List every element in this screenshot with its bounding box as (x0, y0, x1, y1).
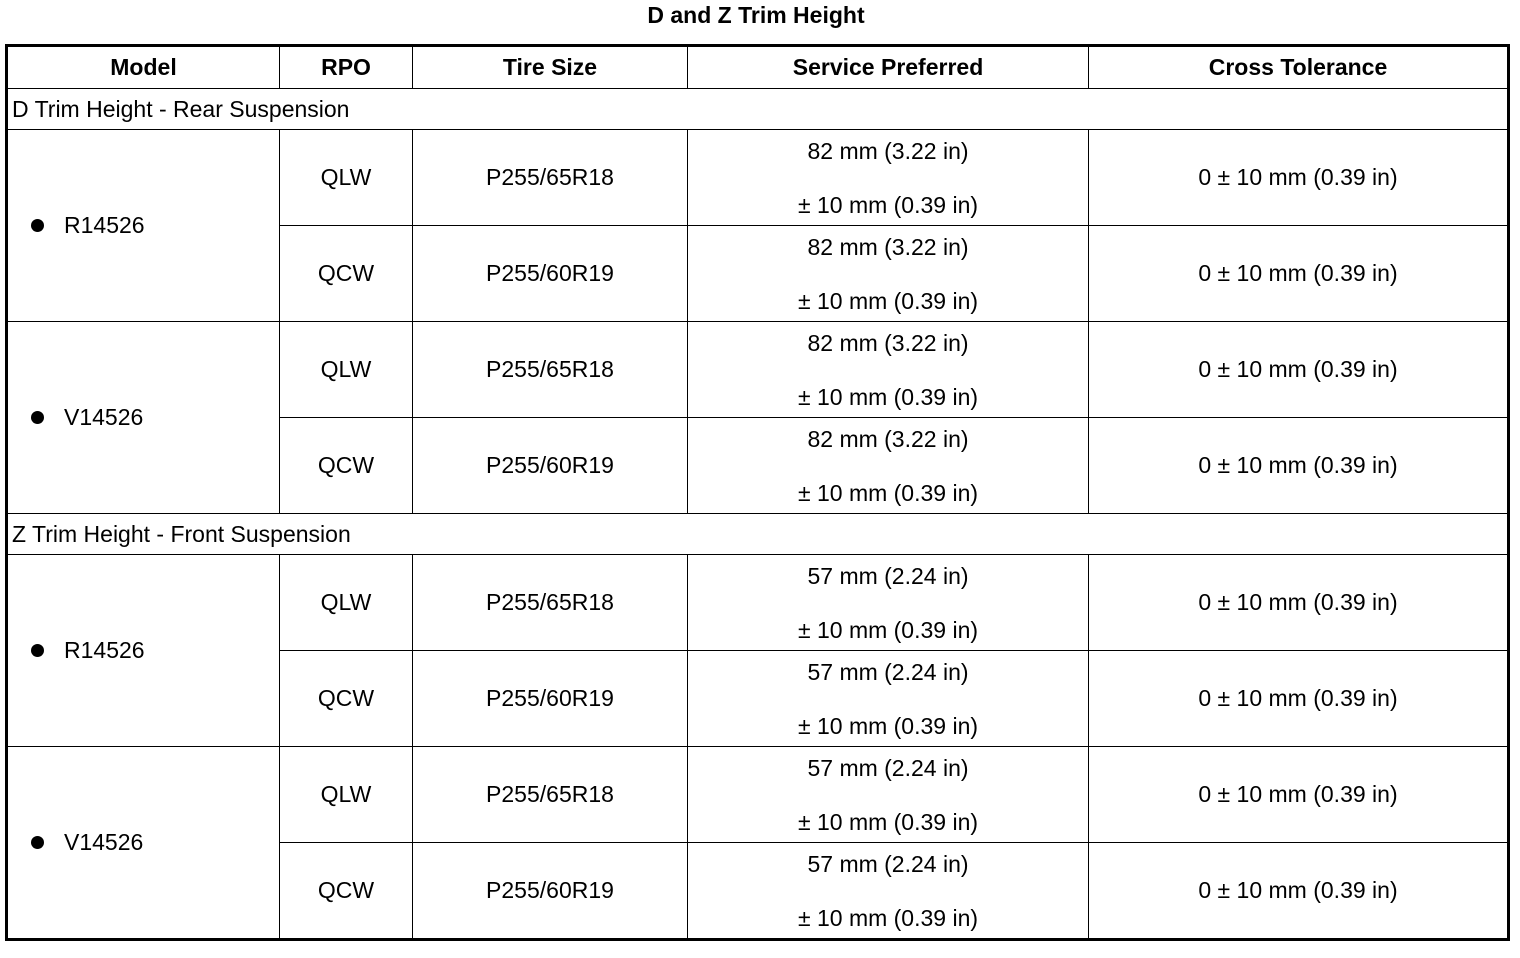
rpo-cell: QCW (280, 843, 413, 940)
table-row (7, 555, 1509, 651)
tire-size-cell: P255/65R18 (413, 555, 688, 651)
service-preferred-tolerance: ± 10 mm (0.39 in) (797, 616, 979, 643)
trim-height-table (5, 44, 1510, 941)
table-row (7, 130, 1509, 226)
table-row (7, 747, 1509, 843)
header-tire-size: Tire Size (413, 46, 688, 89)
model-item (8, 404, 279, 431)
service-preferred-stack (688, 850, 1088, 932)
service-preferred-cell (688, 130, 1089, 226)
cross-tolerance-cell: 0 ± 10 mm (0.39 in) (1089, 747, 1509, 843)
header-service-preferred: Service Preferred (688, 46, 1089, 89)
service-preferred-cell (688, 651, 1089, 747)
section-label: D Trim Height - Rear Suspension (7, 89, 1509, 130)
model-name: V14526 (64, 404, 144, 430)
header-model: Model (7, 46, 280, 89)
service-preferred-stack (688, 137, 1088, 219)
cross-tolerance-cell: 0 ± 10 mm (0.39 in) (1089, 651, 1509, 747)
service-preferred-tolerance: ± 10 mm (0.39 in) (797, 383, 979, 410)
cross-tolerance-cell: 0 ± 10 mm (0.39 in) (1089, 322, 1509, 418)
header-cross-tolerance: Cross Tolerance (1089, 46, 1509, 89)
tire-size-cell: P255/65R18 (413, 130, 688, 226)
rpo-cell: QLW (280, 747, 413, 843)
tire-size-cell: P255/60R19 (413, 418, 688, 514)
bullet-icon (31, 644, 44, 657)
bullet-icon (31, 219, 44, 232)
model-name: R14526 (64, 212, 145, 238)
bullet-icon (31, 411, 44, 424)
tire-size-cell: P255/60R19 (413, 843, 688, 940)
cross-tolerance-cell: 0 ± 10 mm (0.39 in) (1089, 843, 1509, 940)
table-row (7, 322, 1509, 418)
rpo-cell: QCW (280, 418, 413, 514)
cross-tolerance-cell: 0 ± 10 mm (0.39 in) (1089, 130, 1509, 226)
service-preferred-cell (688, 843, 1089, 940)
section-row (7, 514, 1509, 555)
cross-tolerance-cell: 0 ± 10 mm (0.39 in) (1089, 226, 1509, 322)
rpo-cell: QLW (280, 322, 413, 418)
cross-tolerance-cell: 0 ± 10 mm (0.39 in) (1089, 555, 1509, 651)
model-cell (7, 322, 280, 514)
service-preferred-tolerance: ± 10 mm (0.39 in) (797, 287, 979, 314)
service-preferred-tolerance: ± 10 mm (0.39 in) (797, 904, 979, 931)
service-preferred-value: 82 mm (3.22 in) (807, 425, 969, 452)
model-cell (7, 555, 280, 747)
service-preferred-value: 82 mm (3.22 in) (807, 137, 969, 164)
service-preferred-stack (688, 562, 1088, 644)
section-row (7, 89, 1509, 130)
model-item (8, 637, 279, 664)
model-item (8, 212, 279, 239)
service-preferred-value: 82 mm (3.22 in) (807, 329, 969, 356)
header-rpo: RPO (280, 46, 413, 89)
rpo-cell: QLW (280, 555, 413, 651)
service-preferred-value: 57 mm (2.24 in) (807, 658, 969, 685)
service-preferred-cell (688, 747, 1089, 843)
service-preferred-cell (688, 418, 1089, 514)
service-preferred-stack (688, 233, 1088, 315)
service-preferred-stack (688, 425, 1088, 507)
table-title: D and Z Trim Height (647, 2, 865, 28)
service-preferred-value: 82 mm (3.22 in) (807, 233, 969, 260)
rpo-cell: QLW (280, 130, 413, 226)
service-preferred-tolerance: ± 10 mm (0.39 in) (797, 191, 979, 218)
service-preferred-tolerance: ± 10 mm (0.39 in) (797, 479, 979, 506)
model-cell (7, 130, 280, 322)
model-cell (7, 747, 280, 940)
tire-size-cell: P255/60R19 (413, 226, 688, 322)
cross-tolerance-cell: 0 ± 10 mm (0.39 in) (1089, 418, 1509, 514)
service-preferred-stack (688, 658, 1088, 740)
service-preferred-cell (688, 322, 1089, 418)
tire-size-cell: P255/65R18 (413, 747, 688, 843)
tire-size-cell: P255/65R18 (413, 322, 688, 418)
model-name: R14526 (64, 637, 145, 663)
service-preferred-tolerance: ± 10 mm (0.39 in) (797, 808, 979, 835)
model-item (8, 829, 279, 856)
service-preferred-stack (688, 329, 1088, 411)
service-preferred-tolerance: ± 10 mm (0.39 in) (797, 712, 979, 739)
rpo-cell: QCW (280, 651, 413, 747)
service-preferred-cell (688, 226, 1089, 322)
service-preferred-value: 57 mm (2.24 in) (807, 754, 969, 781)
service-preferred-stack (688, 754, 1088, 836)
service-preferred-cell (688, 555, 1089, 651)
service-preferred-value: 57 mm (2.24 in) (807, 850, 969, 877)
service-preferred-value: 57 mm (2.24 in) (807, 562, 969, 589)
model-name: V14526 (64, 829, 144, 855)
header-row (7, 46, 1509, 89)
section-label: Z Trim Height - Front Suspension (7, 514, 1509, 555)
rpo-cell: QCW (280, 226, 413, 322)
tire-size-cell: P255/60R19 (413, 651, 688, 747)
bullet-icon (31, 836, 44, 849)
